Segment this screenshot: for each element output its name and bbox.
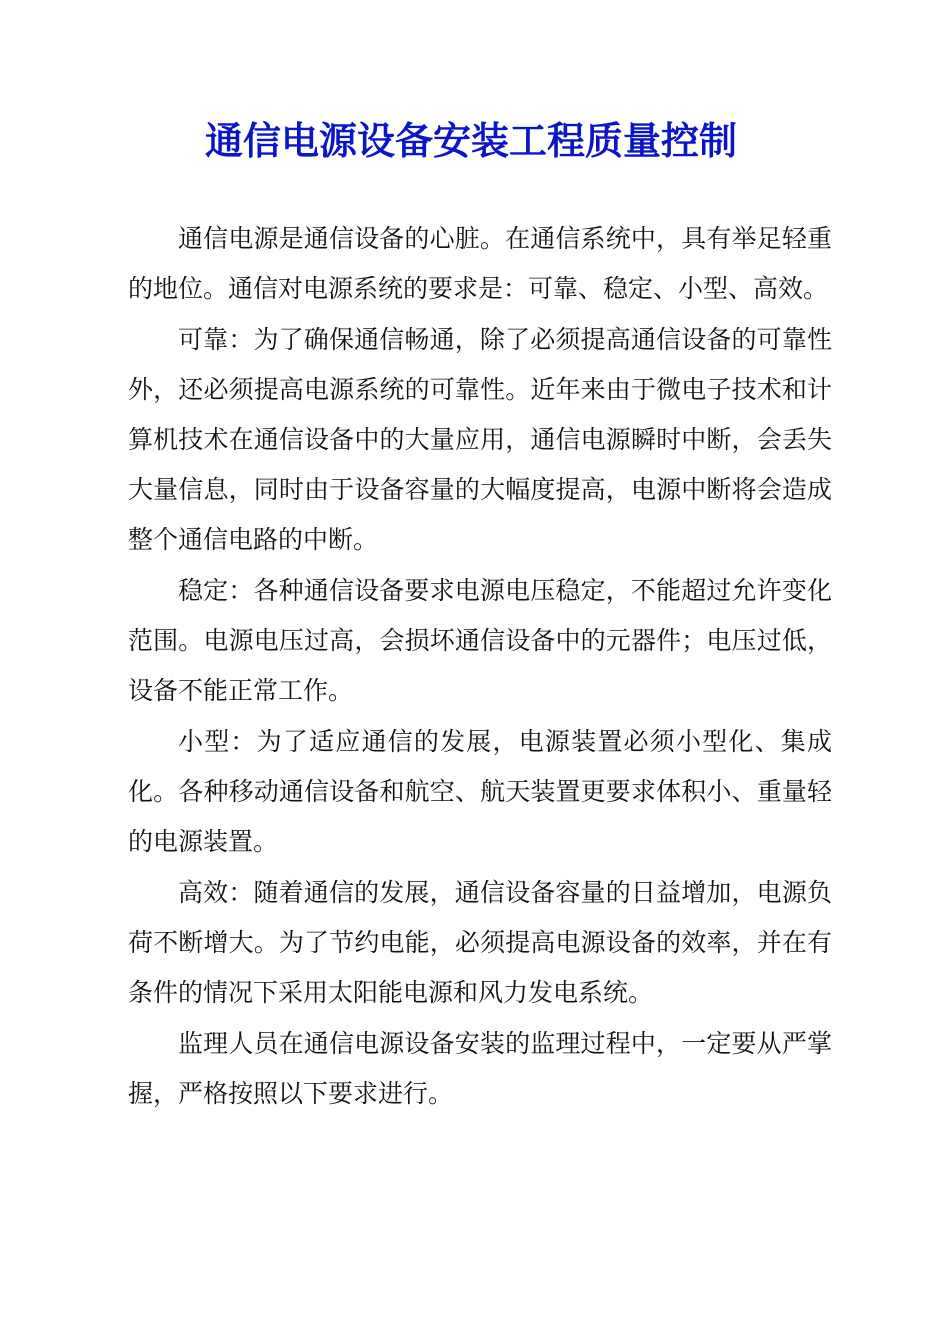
paragraph-stable: 稳定：各种通信设备要求电源电压稳定，不能超过允许变化范围。电源电压过高，会损坏通信设备中的元器件；电压过低，设备不能正常工作。	[128, 576, 832, 705]
paragraph-compact: 小型：为了适应通信的发展，电源装置必须小型化、集成化。各种移动通信设备和航空、航天装置更要求体积小、重量轻的电源装置。	[128, 727, 832, 856]
paragraph-supervision: 监理人员在通信电源设备安装的监理过程中，一定要从严掌握，严格按照以下要求进行。	[128, 1029, 832, 1108]
paragraph-intro: 通信电源是通信设备的心脏。在通信系统中，具有举足轻重的地位。通信对电源系统的要求是：可靠、稳定、小型、高效。	[128, 224, 832, 303]
document-body	[128, 214, 832, 1120]
paragraph-reliable: 可靠：为了确保通信畅通，除了必须提高通信设备的可靠性外，还必须提高电源系统的可靠性。近年来由于微电子技术和计算机技术在通信设备中的大量应用，通信电源瞬时中断，会丢失大量信息，同时由于设备容量的大幅度提高，电源中断将会造成整个通信电路的中断。	[128, 325, 832, 554]
document-title: 通信电源设备安装工程质量控制	[204, 118, 737, 163]
paragraph-efficient: 高效：随着通信的发展，通信设备容量的日益增加，电源负荷不断增大。为了节约电能，必须提高电源设备的效率，并在有条件的情况下采用太阳能电源和风力发电系统。	[128, 878, 832, 1007]
